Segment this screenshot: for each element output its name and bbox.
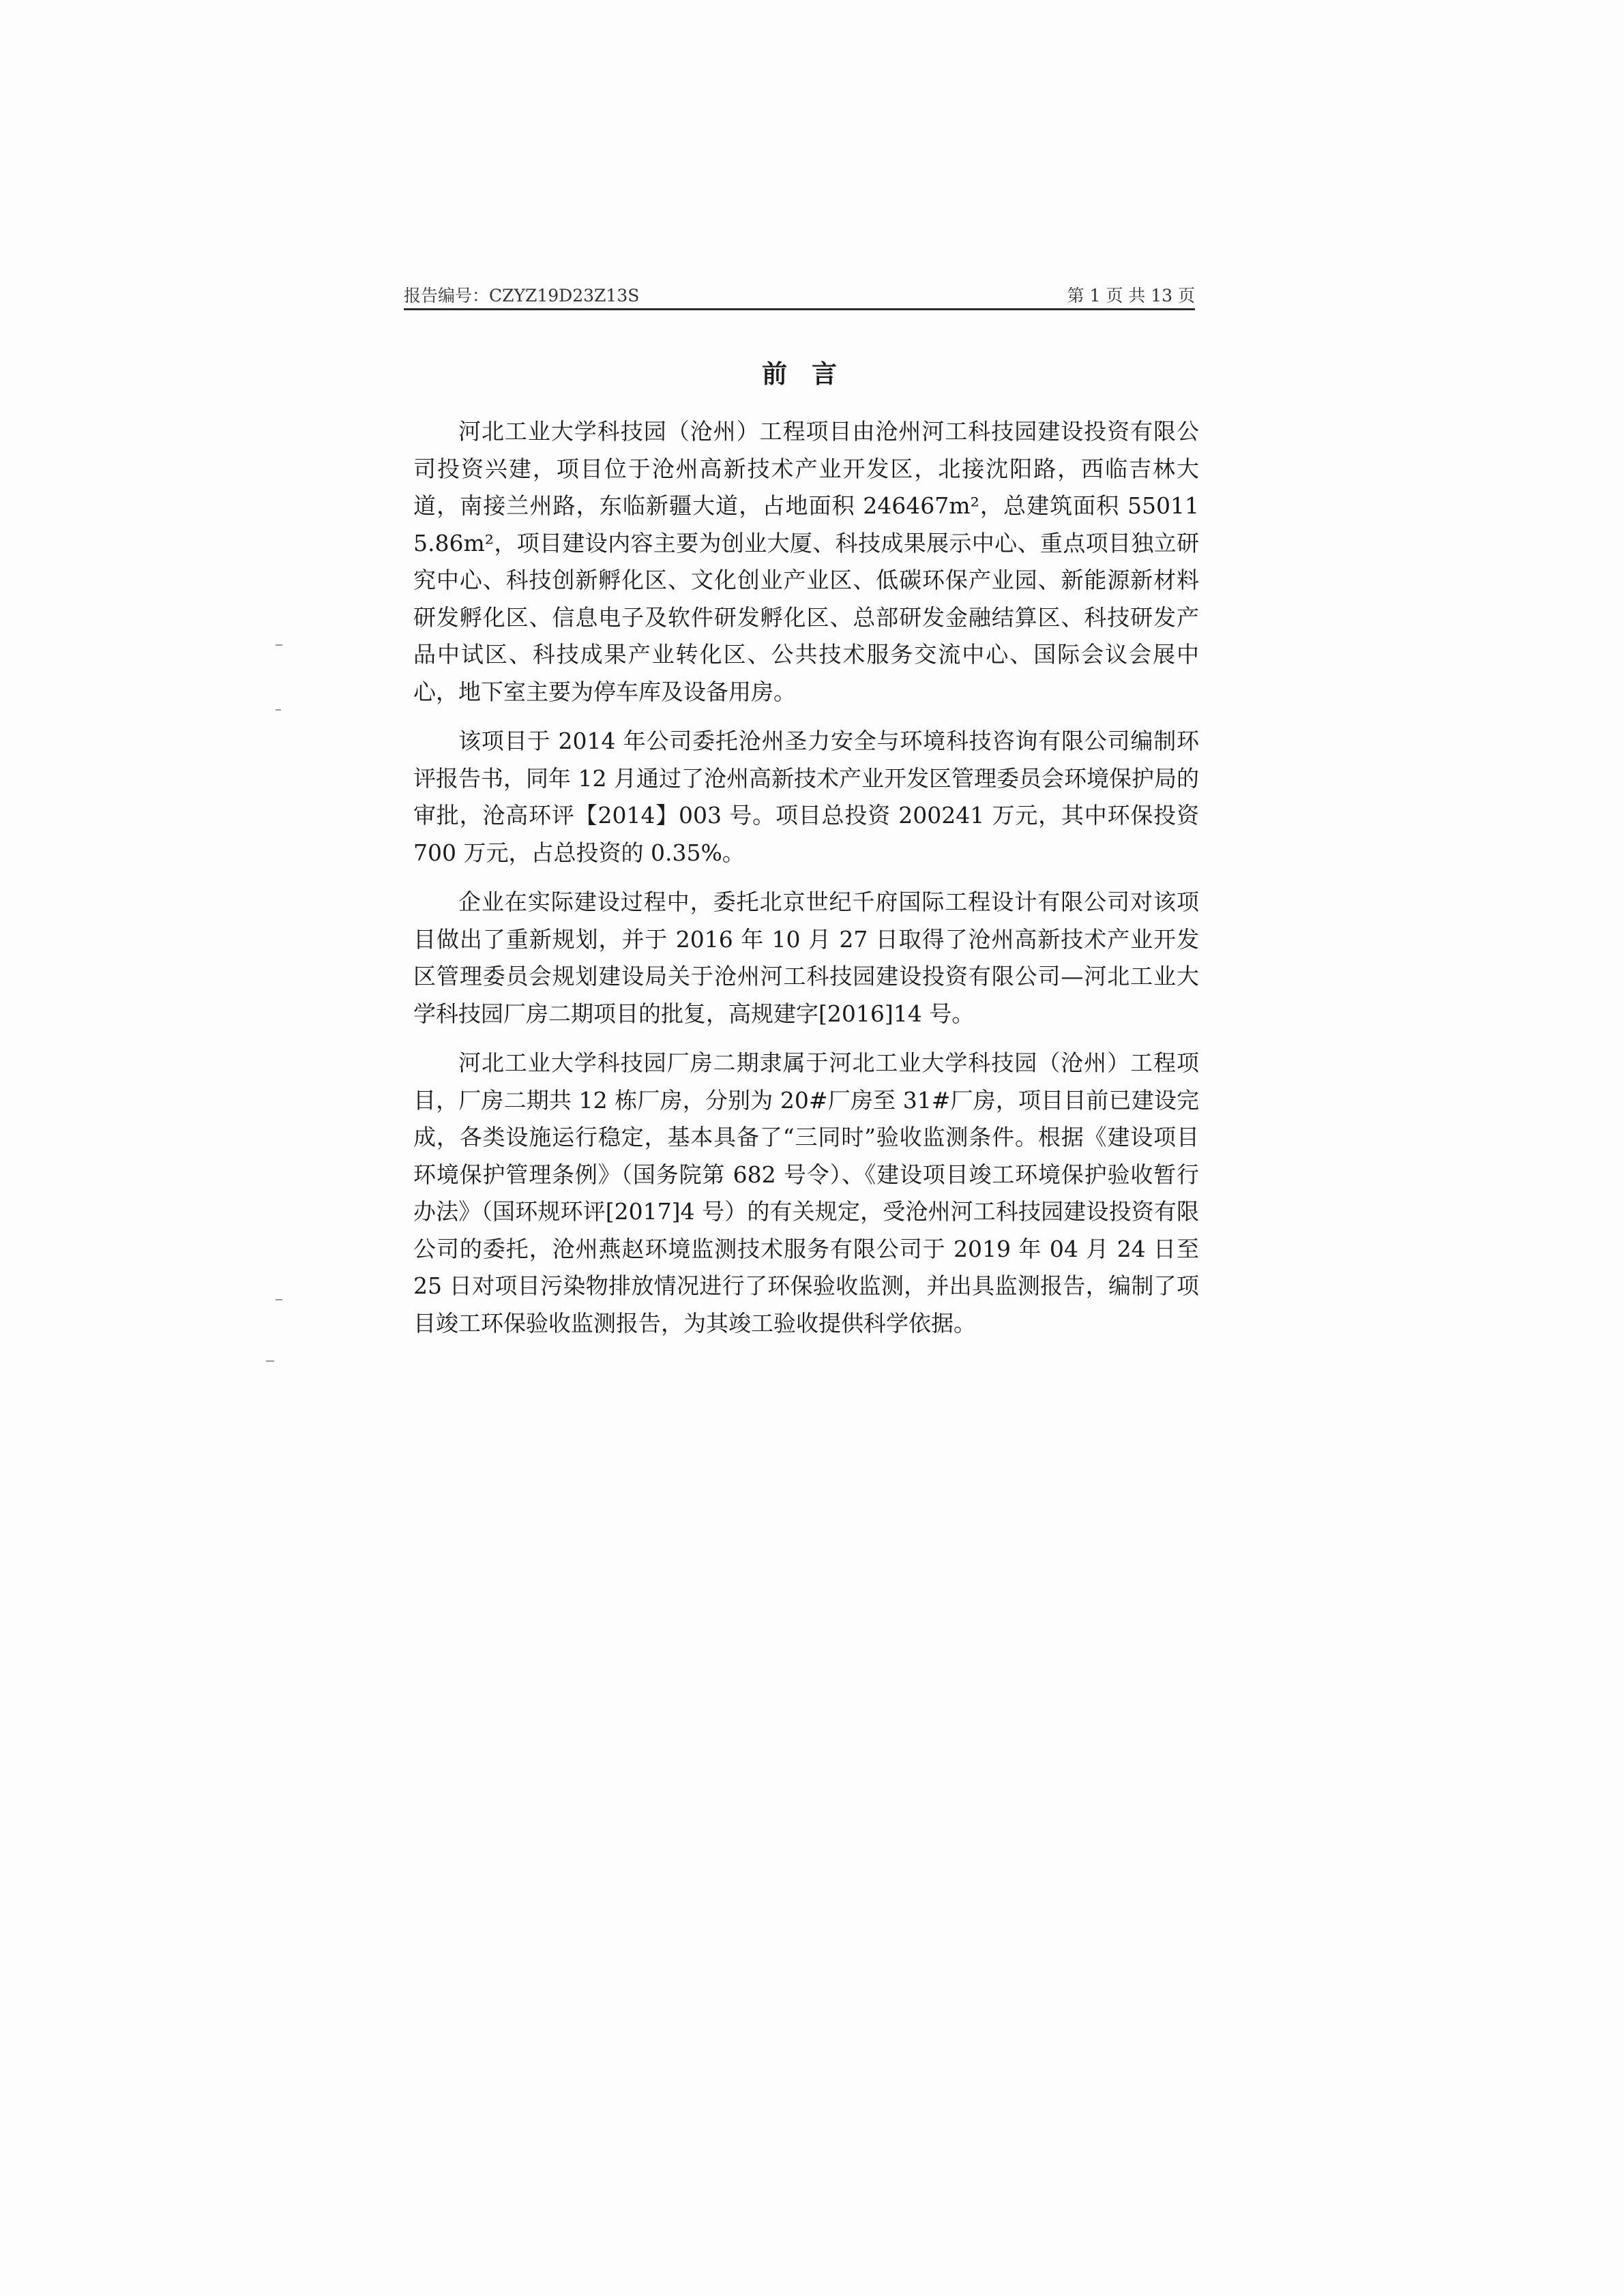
report-number: 报告编号：CZYZ19D23Z13S <box>404 286 640 305</box>
scan-mark <box>276 644 282 646</box>
scan-mark <box>276 709 281 711</box>
scan-mark <box>276 1299 282 1300</box>
paragraph: 河北工业大学科技园厂房二期隶属于河北工业大学科技园（沧州）工程项目，厂房二期共 12 栋厂房，分别为 20#厂房至 31#厂房，项目目前已建设完成，各类设施运行稳定，基本具备了“三同时”验收监测条件。根据《建设项目环境保护管理条例》（国务院第 682 号令）、《建设项目竣工环境保护验收暂行办法》（国环规环评[2017]4 号）的有关规定，受沧州河工科技园建设投资有限公司的委托，沧州燕赵环境监测技术服务有限公司于 2019 年 04 月 24 日至 25 日对项目污染物排放情况进行了环保验收监测，并出具监测报告，编制了项目竣工环保验收监测报告，为其竣工验收提供科学依据。 <box>413 1049 1199 1337</box>
paragraph: 该项目于 2014 年公司委托沧州圣力安全与环境科技咨询有限公司编制环评报告书，同年 12 月通过了沧州高新技术产业开发区管理委员会环境保护局的审批，沧高环评【2014】003 号。项目总投资 200241 万元，其中环保投资 700 万元，占总投资的 0.35%。 <box>413 728 1199 866</box>
paragraph: 企业在实际建设过程中，委托北京世纪千府国际工程设计有限公司对该项目做出了重新规划，并于 2016 年 10 月 27 日取得了沧州高新技术产业开发区管理委员会规划建设局关于沧州河工科技园建设投资有限公司—河北工业大学科技园厂房二期项目的批复，高规建字[2016]14 号。 <box>413 889 1199 1027</box>
section-title: 前言 <box>762 359 861 389</box>
paragraph: 河北工业大学科技园（沧州）工程项目由沧州河工科技园建设投资有限公司投资兴建，项目位于沧州高新技术产业开发区，北接沈阳路，西临吉林大道，南接兰州路，东临新疆大道，占地面积 246467m²，总建筑面积 550115.86m²，项目建设内容主要为创业大厦、科技成果展示中心、重点项目独立研究中心、科技创新孵化区、文化创业产业区、低碳环保产业园、新能源新材料研发孵化区、信息电子及软件研发孵化区、总部研发金融结算区、科技研发产品中试区、科技成果产业转化区、公共技术服务交流中心、国际会议会展中心，地下室主要为停车库及设备用房。 <box>413 418 1199 705</box>
document-body <box>413 413 1199 1354</box>
scan-mark <box>266 1360 274 1362</box>
page-header <box>404 281 1195 310</box>
page-number: 第 1 页 共 13 页 <box>1067 286 1195 305</box>
